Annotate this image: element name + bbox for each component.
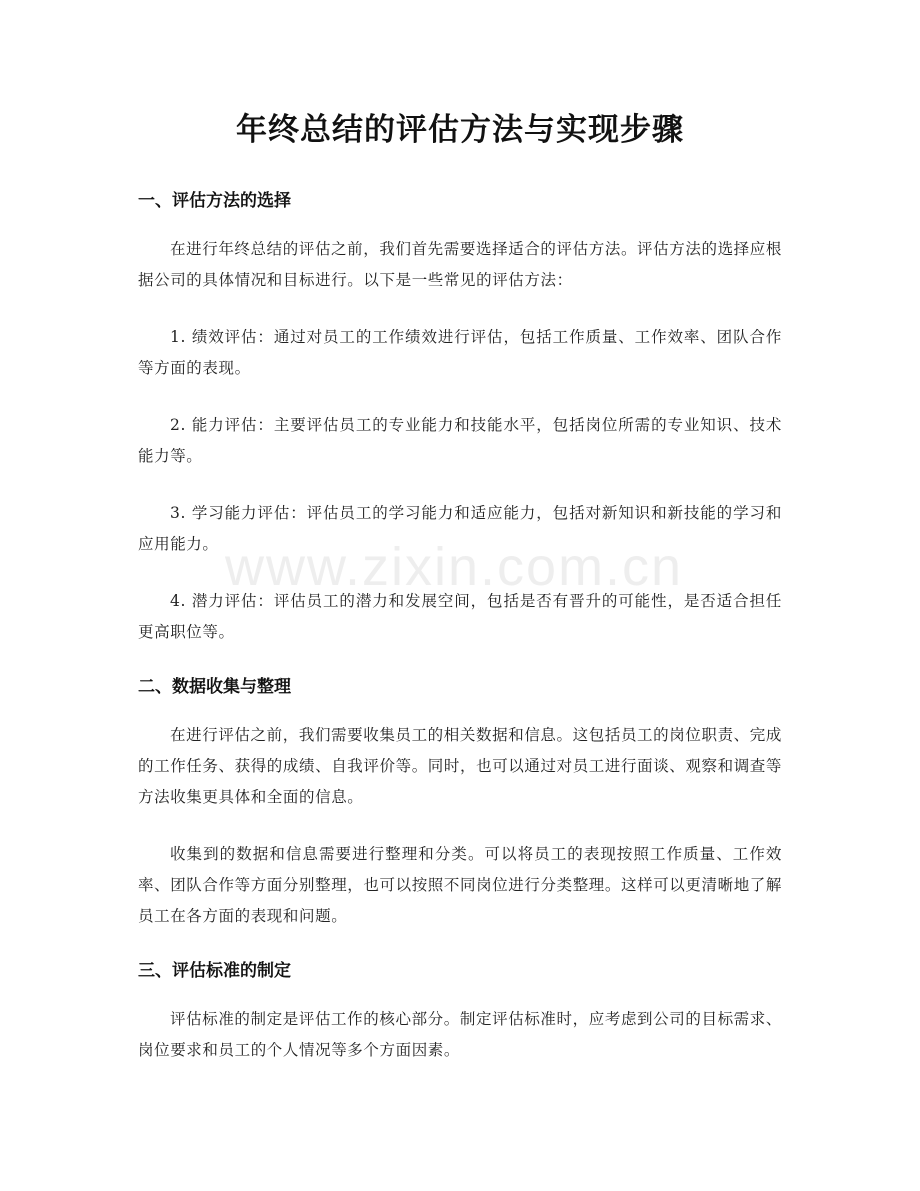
list-item: 3. 学习能力评估：评估员工的学习能力和适应能力，包括对新知识和新技能的学习和应用能力。 [138,504,782,553]
paragraph: 在进行年终总结的评估之前，我们首先需要选择适合的评估方法。评估方法的选择应根据公司的具体情况和目标进行。以下是一些常见的评估方法： [138,240,782,289]
section-heading: 一、评估方法的选择 [138,191,291,211]
paragraph: 评估标准的制定是评估工作的核心部分。制定评估标准时，应考虑到公司的目标需求、岗位要求和员工的个人情况等多个方面因素。 [138,1010,782,1059]
section-heading: 三、评估标准的制定 [138,961,291,981]
list-item: 2. 能力评估：主要评估员工的专业能力和技能水平，包括岗位所需的专业知识、技术能力等。 [138,416,782,465]
document-title: 年终总结的评估方法与实现步骤 [236,112,684,148]
section-heading: 二、数据收集与整理 [138,677,291,697]
document-body [138,102,782,1066]
list-item: 4. 潜力评估：评估员工的潜力和发展空间，包括是否有晋升的可能性，是否适合担任更高职位等。 [138,592,782,641]
list-item: 1. 绩效评估：通过对员工的工作绩效进行评估，包括工作质量、工作效率、团队合作等方面的表现。 [138,328,782,377]
paragraph: 在进行评估之前，我们需要收集员工的相关数据和信息。这包括员工的岗位职责、完成的工作任务、获得的成绩、自我评价等。同时，也可以通过对员工进行面谈、观察和调查等方法收集更具体和全面的信息。 [138,726,783,806]
paragraph: 收集到的数据和信息需要进行整理和分类。可以将员工的表现按照工作质量、工作效率、团队合作等方面分别整理，也可以按照不同岗位进行分类整理。这样可以更清晰地了解员工在各方面的表现和问题。 [138,845,783,925]
watermark: www.zixin.com.cn [225,537,684,597]
